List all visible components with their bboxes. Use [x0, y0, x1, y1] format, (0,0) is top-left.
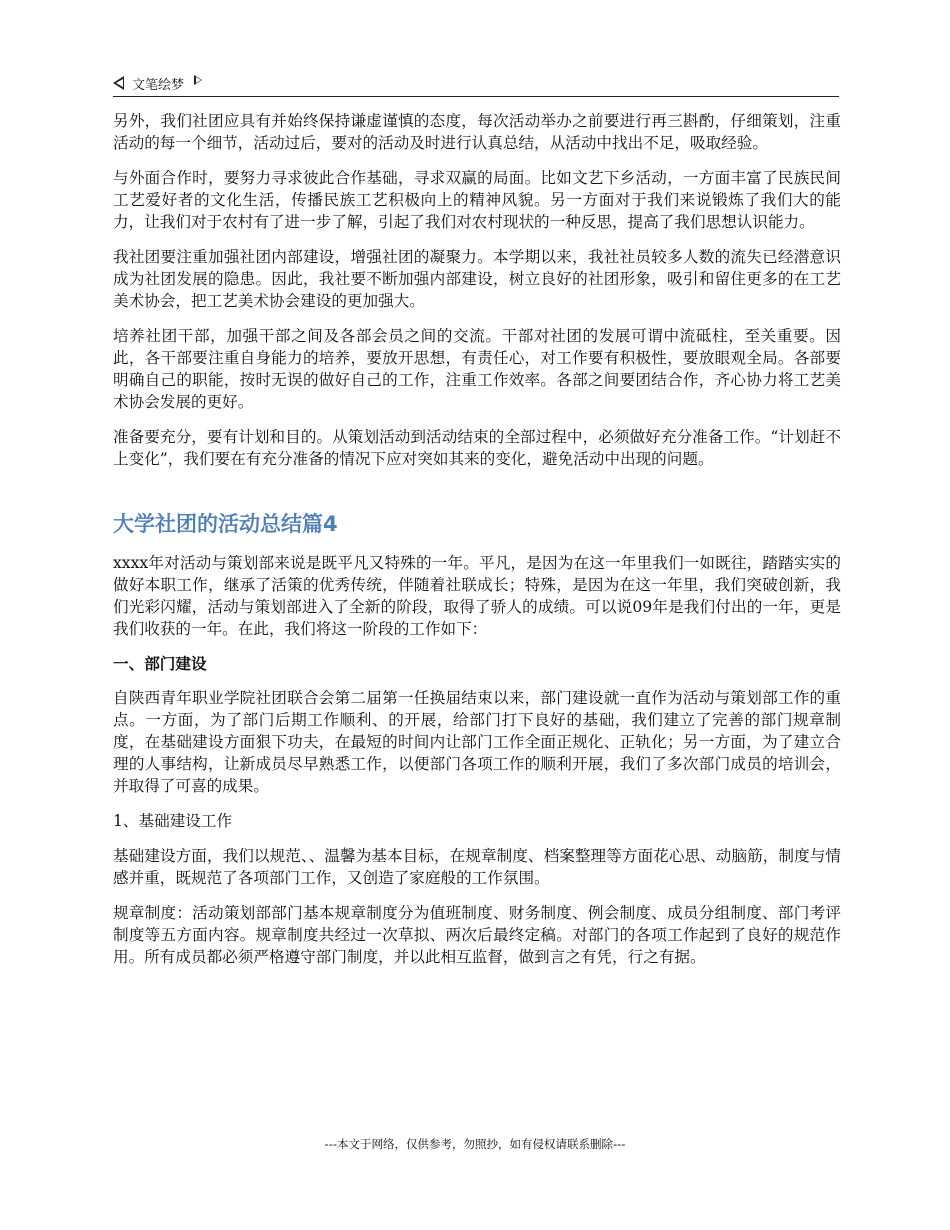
- paragraph: 准备要充分，要有计划和目的。从策划活动到活动结束的全部过程中，必须做好充分准备工作。“计划赶不上变化”，我们要在有充分准备的情况下应对突如其来的变化，避免活动中出现的问题。: [113, 428, 841, 468]
- page-header: [113, 70, 839, 97]
- intro-paragraph: xxxx年对活动与策划部来说是既平凡又特殊的一年。平凡，是因为在这一年里我们一如既往，踏踏实实的做好本职工作，继承了活策的优秀传统，伴随着社联成长；特殊，是因为在这一年里，我们突破创新，我们光彩闪耀，活动与策划部进入了全新的阶段，取得了骄人的成绩。可以说09年是我们付出的一年，更是我们收获的一年。在此，我们将这一阶段的工作如下：: [113, 554, 841, 638]
- item-heading: 1、基础建设工作: [113, 812, 233, 830]
- header-title: 文笔绘梦: [132, 77, 185, 93]
- paragraph: 另外，我们社团应具有并始终保持谦虚谨慎的态度，每次活动举办之前要进行再三斟酌，仔细策划，注重活动的每一个细节，活动过后，要对的活动及时进行认真总结，从活动中找出不足，吸取经验。: [113, 112, 841, 152]
- paragraph: 培养社团干部，加强干部之间及各部会员之间的交流。干部对社团的发展可谓中流砥柱，至关重要。因此，各干部要注重自身能力的培养，要放开思想，有责任心，对工作要有积极性，要放眼观全局。各部要明确自己的职能，按时无误的做好自己的工作，注重工作效率。各部之间要团结合作，齐心协力将工艺美术协会发展的更好。: [113, 327, 841, 411]
- section-title: 大学社团的活动总结篇4: [113, 512, 338, 536]
- paragraph-dept: 自陕西青年职业学院社团联合会第二届第一任换届结束以来，部门建设就一直作为活动与策划部工作的重点。一方面，为了部门后期工作顺利、的开展，给部门打下良好的基础，我们建立了完善的部门规章制度，在基础建设方面狠下功夫，在最短的时间内让部门工作全面正规化、正轨化；另一方面，为了建立合理的人事结构，让新成员尽早熟悉工作，以便部门各项工作的顺利开展，我们了多次部门成员的培训会，并取得了可喜的成果。: [113, 689, 841, 795]
- paragraph: 我社团要注重加强社团内部建设，增强社团的凝聚力。本学期以来，我社社员较多人数的流失已经潜意识成为社团发展的隐患。因此，我社要不断加强内部建设，树立良好的社团形象，吸引和留住更多的在工艺美术协会，把工艺美术协会建设的更加强大。: [113, 248, 841, 310]
- paragraph-rules: 规章制度：活动策划部部门基本规章制度分为值班制度、财务制度、例会制度、成员分组制度、部门考评制度等五方面内容。规章制度共经过一次草拟、两次后最终定稿。对部门的各项工作起到了良好的规范作用。所有成员都必须严格遵守部门制度，并以此相互监督，做到言之有凭，行之有据。: [113, 904, 841, 966]
- paragraph-basic: 基础建设方面，我们以规范、、温馨为基本目标，在规章制度、档案整理等方面花心思、动脑筋，制度与情感并重，既规范了各项部门工作，又创造了家庭般的工作氛围。: [113, 847, 841, 887]
- subheading-dept: 一、部门建设: [113, 655, 207, 673]
- paragraph: 与外面合作时，要努力寻求彼此合作基础，寻求双赢的局面。比如文艺下乡活动，一方面丰富了民族民间工艺爱好者的文化生活，传播民族工艺积极向上的精神风貌。另一方面对于我们来说锻炼了我们大的能力，让我们对于农村有了进一步了解，引起了我们对农村现状的一种反思，提高了我们思想认识能力。: [113, 169, 841, 231]
- document-body: [113, 110, 841, 981]
- right-triangle-icon: [194, 75, 202, 85]
- page-footer: ---本文于网络，仅供参考，勿照抄，如有侵权请联系删除---: [324, 1137, 626, 1151]
- left-triangle-icon: [113, 76, 124, 90]
